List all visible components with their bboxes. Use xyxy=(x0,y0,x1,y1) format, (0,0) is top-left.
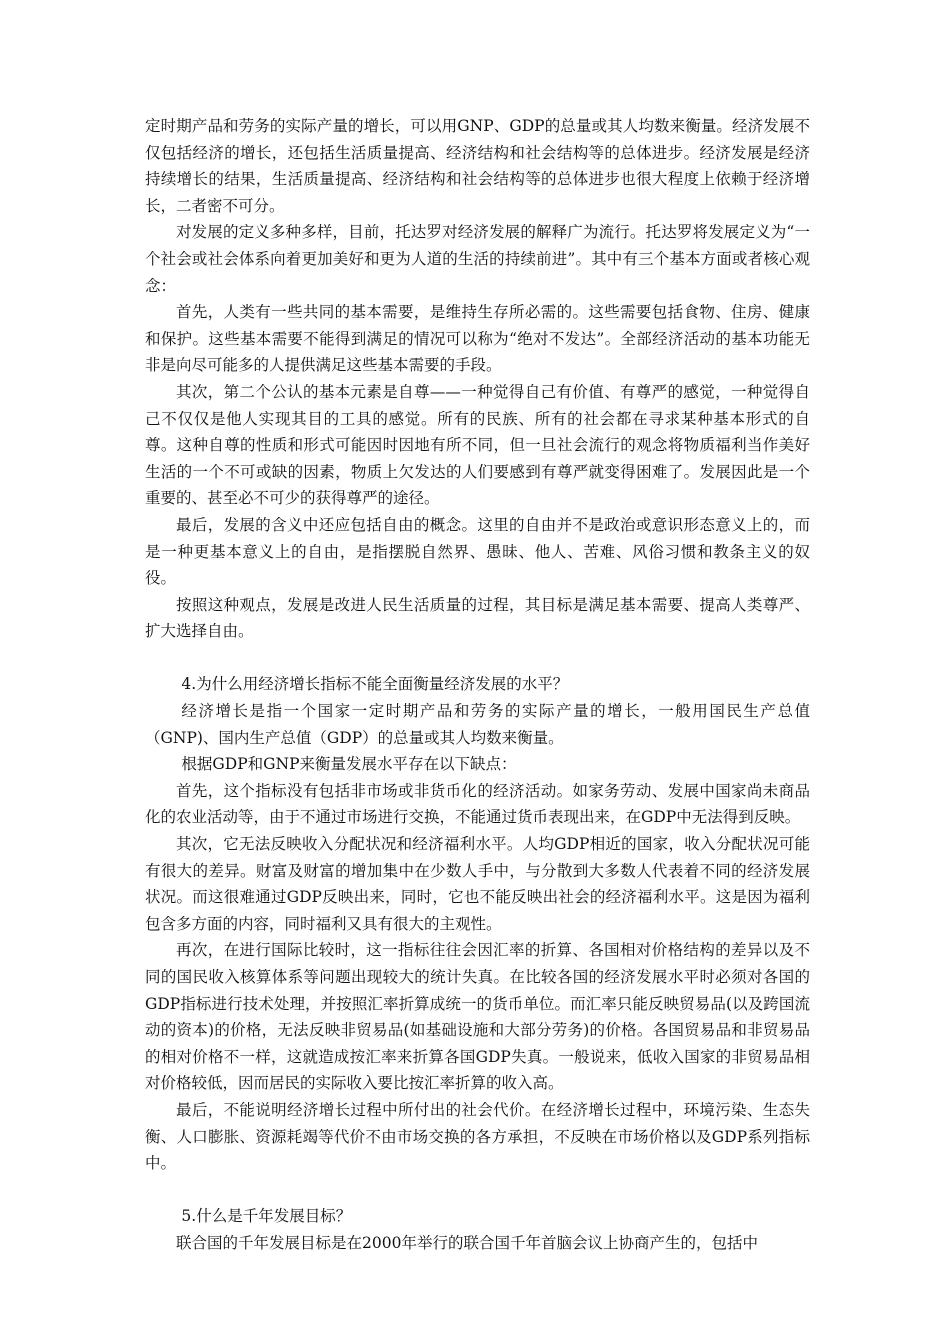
spacer xyxy=(145,1177,810,1204)
paragraph: 对发展的定义多种多样，目前，托达罗对经济发展的解释广为流行。托达罗将发展定义为“一个社会或社会体系向着更加美好和更为人道的生活的持续前进”。其中有三个基本方面或者核心观念： xyxy=(145,223,810,295)
paragraph: 首先，这个指标没有包括非市场或非货币化的经济活动。如家务劳动、发展中国家尚未商品化的农业活动等，由于不通过市场进行交换，不能通过货币表现出来，在GDP中无法得到反映。 xyxy=(145,781,810,827)
question-heading: 4.为什么用经济增长指标不能全面衡量经济发展的水平？ xyxy=(181,675,569,694)
paragraph: 根据GDP和GNP来衡量发展水平存在以下缺点： xyxy=(181,755,517,774)
paragraph: 最后，不能说明经济增长过程中所付出的社会代价。在经济增长过程中，环境污染、生态失衡、人口膨胀、资源耗竭等代价不由市场交换的各方承担，不反映在市场价格以及GDP系列指标中。 xyxy=(145,1100,810,1173)
question-heading: 5.什么是千年发展目标？ xyxy=(181,1207,352,1226)
spacer xyxy=(145,645,810,672)
paragraph: 首先，人类有一些共同的基本需要，是维持生存所必需的。这些需要包括食物、住房、健康和保护。这些基本需要不能得到满足的情况可以称为“绝对不发达”。全部经济活动的基本功能无非是向尽可能多的人提供满足这些基本需要的手段。 xyxy=(145,303,810,375)
paragraph: 经济增长是指一个国家一定时期产品和劳务的实际产量的增长，一般用国民生产总值（GNP)、国内生产总值（GDP）的总量或其人均数来衡量。 xyxy=(145,702,810,747)
paragraph: 定时期产品和劳务的实际产量的增长，可以用GNP、GDP的总量或其人均数来衡量。经济发展不仅包括经济的增长，还包括生活质量提高、经济结构和社会结构等的总体进步。经济发展是经济持续增长的结果，生活质量提高、经济结构和社会结构等的总体进步也很大程度上依赖于经济增长，二者密不可分。 xyxy=(145,117,810,215)
paragraph: 其次，它无法反映收入分配状况和经济福利水平。人均GDP相近的国家，收入分配状况可能有很大的差异。财富及财富的增加集中在少数人手中，与分散到大多数人代表着不同的经济发展状况。而这很难通过GDP反映出来，同时，它也不能反映出社会的经济福利水平。这是因为福利包含多方面的内容，同时福利又具有很大的主观性。 xyxy=(145,835,810,933)
paragraph: 其次，第二个公认的基本元素是自尊——一种觉得自己有价值、有尊严的感觉，一种觉得自己不仅仅是他人实现其目的工具的感觉。所有的民族、所有的社会都在寻求某种基本形式的自尊。这种自尊的性质和形式可能因时因地有所不同，但一旦社会流行的观念将物质福利当作美好生活的一个不可或缺的因素，物质上欠发达的人们要感到有尊严就变得困难了。发展因此是一个重要的、甚至必不可少的获得尊严的途径。 xyxy=(145,382,810,508)
paragraph: 再次，在进行国际比较时，这一指标往往会因汇率的折算、各国相对价格结构的差异以及不同的国民收入核算体系等问题出现较大的统计失真。在比较各国的经济发展水平时必须对各国的GDP指标进行技术处理，并按照汇率折算成统一的货币单位。而汇率只能反映贸易品(以及跨国流动的资本)的价格，无法反映非贸易品(如基础设施和大部分劳务)的价格。各国贸易品和非贸易品的相对价格不一样，这就造成按汇率来折算各国GDP失真。一般说来，低收入国家的非贸易品相对价格较低，因而居民的实际收入要比按汇率折算的收入高。 xyxy=(145,941,810,1093)
paragraph: 联合国的千年发展目标是在2000年举行的联合国千年首脑会议上协商产生的，包括中 xyxy=(176,1233,758,1252)
paragraph: 按照这种观点，发展是改进人民生活质量的过程，其目标是满足基本需要、提高人类尊严、扩大选择自由。 xyxy=(145,595,810,641)
paragraph: 最后，发展的含义中还应包括自由的概念。这里的自由并不是政治或意识形态意义上的，而是一种更基本意义上的自由，是指摆脱自然界、愚昧、他人、苦难、风俗习惯和教条主义的奴役。 xyxy=(145,515,810,588)
document-body xyxy=(145,113,810,1257)
